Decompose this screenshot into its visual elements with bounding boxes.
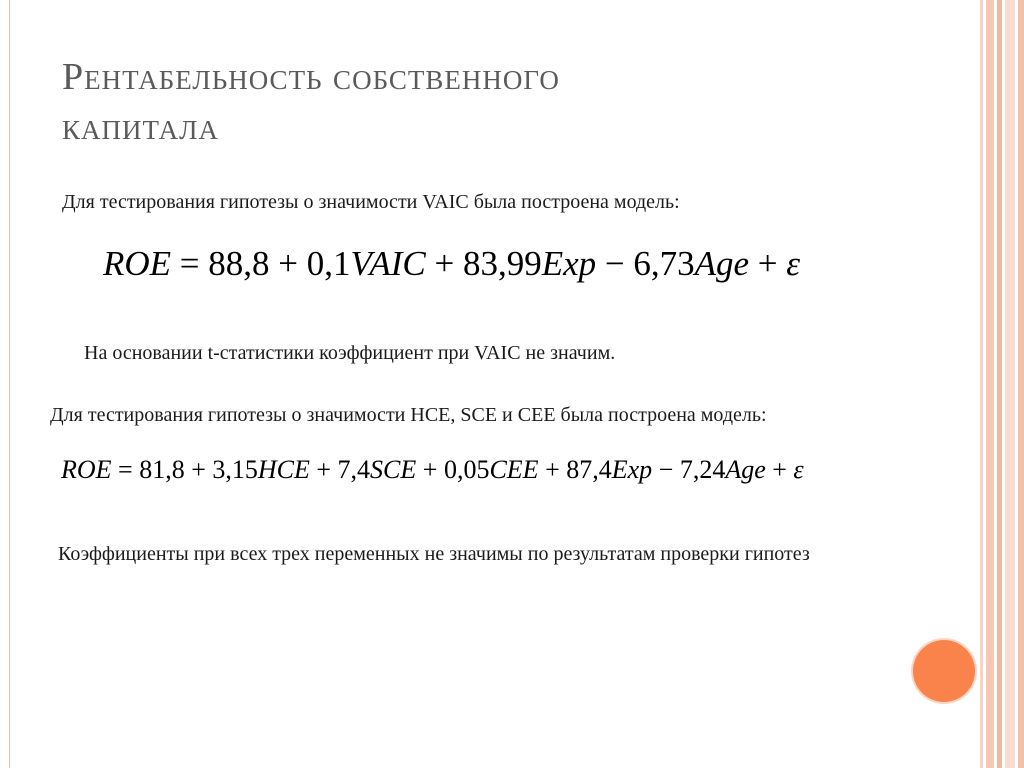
formula-term: Exp	[611, 455, 653, 484]
formula-term: Age	[725, 455, 766, 484]
formula-term: ε	[793, 455, 804, 484]
stripe	[997, 0, 1002, 768]
formula-term: + 7,4	[309, 455, 371, 484]
formula-term: HCE	[257, 455, 310, 484]
paragraph-components-hypothesis: Для тестирования гипотезы о значимости HCE, SCE и CEE была построена модель:	[50, 404, 767, 426]
slide-title	[62, 52, 842, 152]
formula-term: VAIC	[350, 244, 426, 283]
stripe	[1018, 0, 1024, 768]
formula-term: Exp	[541, 244, 597, 283]
formula-term: SCE	[370, 455, 417, 484]
formula-term: Age	[694, 244, 750, 283]
formula-term: − 7,24	[652, 455, 726, 484]
decorative-stripes	[980, 0, 1024, 768]
paragraph-components-result: Коэффициенты при всех трех переменных не значимы по результатам проверки гипотез	[58, 543, 810, 565]
formula-term: +	[749, 244, 787, 283]
formula-term: + 87,4	[538, 455, 612, 484]
formula-term: ROE	[103, 244, 172, 283]
formula-vaic-model	[103, 244, 800, 284]
formula-term: ROE	[61, 455, 112, 484]
formula-term: +	[765, 455, 794, 484]
formula-term: + 83,99	[425, 244, 542, 283]
formula-term: ε	[786, 244, 801, 283]
left-border-line	[0, 0, 10, 768]
formula-components-model	[61, 455, 804, 485]
formula-term: = 81,8 + 3,15	[111, 455, 258, 484]
paragraph-vaic-hypothesis: Для тестирования гипотезы о значимости VAIC была построена модель:	[62, 191, 680, 213]
formula-term: CEE	[489, 455, 539, 484]
stripe	[986, 0, 994, 768]
paragraph-vaic-result: На основании t-статистики коэффициент при VAIC не значим.	[84, 342, 616, 364]
stripe	[1005, 0, 1015, 768]
stripe	[980, 0, 983, 768]
formula-term: + 0,05	[416, 455, 490, 484]
formula-term: = 88,8 + 0,1	[171, 244, 351, 283]
formula-term: − 6,73	[596, 244, 695, 283]
title-line-1: Рентабельность собственного	[62, 56, 560, 98]
title-line-2: капитала	[62, 106, 219, 148]
orange-circle-decoration	[913, 640, 975, 702]
